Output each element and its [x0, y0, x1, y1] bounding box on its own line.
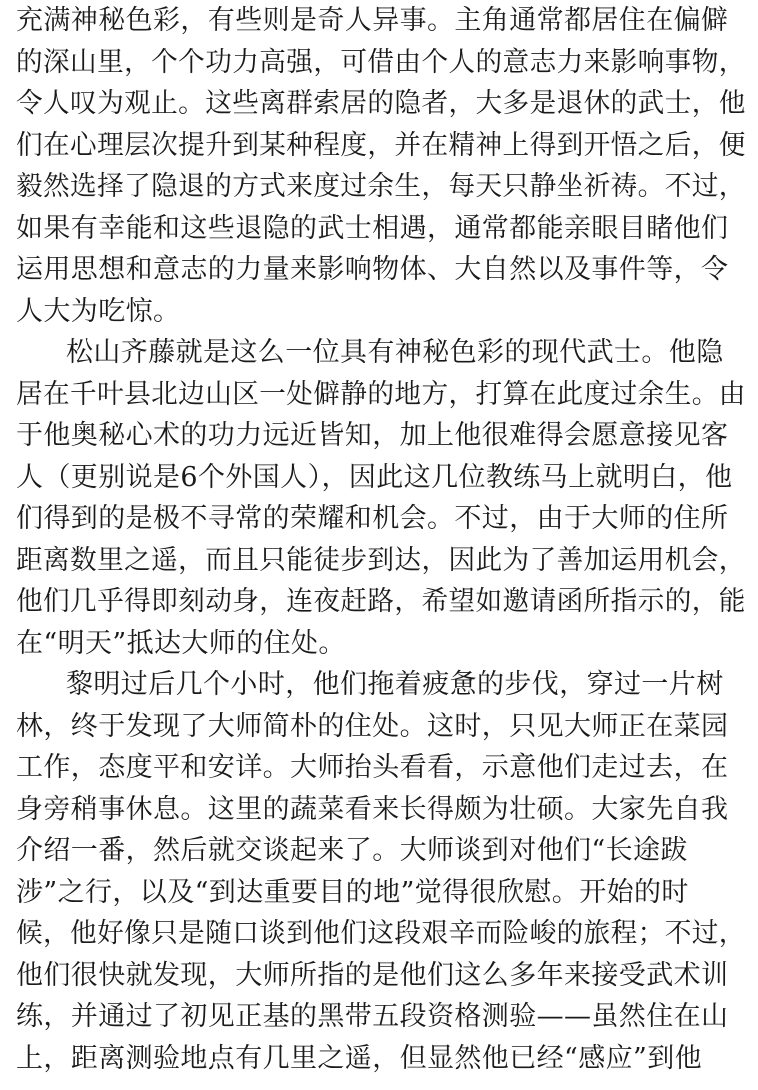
text-line: 上，距离测验地点有几里之遥，但显然他已经“感应”到他: [16, 1042, 703, 1074]
text-line: 人大为吃惊。: [16, 295, 181, 327]
text-line: 的深山里，个个功力高强，可借由个人的意志力来影响事物，: [16, 46, 746, 78]
text-line: 们在心理层次提升到某种程度，并在精神上得到开悟之后，便: [16, 129, 746, 161]
text-line: 人（更别说是6个外国人），因此这几位教练马上就明白，他: [16, 461, 733, 493]
text-line: 令人叹为观止。这些离群索居的隐者，大多是退休的武士，他: [16, 88, 746, 119]
paragraph-first-line: 黎明过后几个小时，他们拖着疲惫的步伐，穿过一片树: [66, 669, 724, 700]
text-line: 涉”之行，以及“到达重要目的地”觉得很欣慰。开始的时: [16, 876, 689, 908]
text-line: 林，终于发现了大师简朴的住处。这时，只见大师正在菜园: [16, 710, 729, 742]
text-line: 充满神秘色彩，有些则是奇人异事。主角通常都居住在偏僻: [16, 5, 729, 36]
text-line: 如果有幸能和这些退隐的武士相遇，通常都能亲眼目睹他们: [16, 212, 729, 244]
paragraph-first-line: 松山齐藤就是这么一位具有神秘色彩的现代武士。他隐: [66, 337, 724, 368]
text-line: 居在千叶县北边山区一处僻静的地方，打算在此度过余生。由: [16, 378, 746, 410]
text-line: 距离数里之遥，而且只能徒步到达，因此为了善加运用机会，: [16, 544, 746, 576]
text-line: 毅然选择了隐退的方式来度过余生，每天只静坐祈祷。不过，: [16, 171, 746, 202]
text-line: 他们几乎得即刻动身，连夜赶路，希望如邀请函所指示的，能: [16, 586, 746, 617]
text-line: 练，并通过了初见正基的黑带五段资格测验——虽然住在山: [16, 1001, 729, 1032]
text-line: 于他奥秘心术的功力远近皆知，加上他很难得会愿意接见客: [16, 420, 729, 451]
text-line: 他们很快就发现，大师所指的是他们这么多年来接受武术训: [16, 959, 729, 991]
text-line: 工作，态度平和安详。大师抬头看看，示意他们走过去，在: [16, 752, 729, 783]
text-line: 身旁稍事休息。这里的蔬菜看来长得颇为壮硕。大家先自我: [16, 793, 729, 825]
text-line: 运用思想和意志的力量来影响物体、大自然以及事件等，令: [16, 254, 729, 285]
text-line: 们得到的是极不寻常的荣耀和机会。不过，由于大师的住所: [16, 503, 729, 534]
text-line: 介绍一番，然后就交谈起来了。大师谈到对他们“长途跋: [16, 835, 688, 866]
text-line: 在“明天”抵达大师的住处。: [16, 627, 346, 659]
text-line: 候，他好像只是随口谈到他们这段艰辛而险峻的旅程；不过，: [16, 918, 746, 949]
